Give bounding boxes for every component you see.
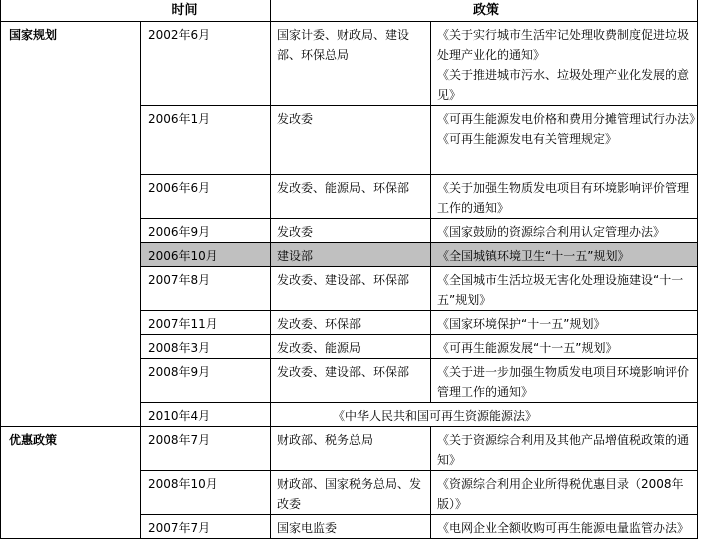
- column-header-time: 时间: [1, 0, 271, 22]
- time-cell: 2008年10月: [141, 471, 271, 515]
- policy-title: 《关于进一步加强生物质发电项目环境影响评价管理工作的通知》: [437, 365, 690, 399]
- time-cell: 2010年4月: [141, 403, 271, 427]
- time-cell: 2006年6月: [141, 175, 271, 219]
- policy-title: 《国家环境保护“十一五”规划》: [437, 317, 606, 331]
- agency-cell: 发改委、建设部、环保部: [271, 267, 431, 311]
- policy-cell: [431, 175, 698, 219]
- agency-cell: 发改委、建设部、环保部: [271, 359, 431, 403]
- agency-cell: 建设部: [271, 243, 431, 267]
- policy-title: 《全国城市生活垃圾无害化处理设施建设“十一五”规划》: [437, 273, 684, 307]
- policy-cell: [431, 427, 698, 471]
- time-cell: 2007年8月: [141, 267, 271, 311]
- agency-cell: 发改委、能源局: [271, 335, 431, 359]
- policy-title: 《可再生能源发电有关管理规定》: [437, 132, 618, 146]
- column-header-policy: 政策: [271, 0, 698, 22]
- agency-cell: 财政部、税务总局: [271, 427, 431, 471]
- time-cell: 2002年6月: [141, 22, 271, 106]
- policy-title: 《关于资源综合利用及其他产品增值税政策的通知》: [437, 433, 690, 467]
- time-cell: 2006年10月: [141, 243, 271, 267]
- time-cell: 2008年3月: [141, 335, 271, 359]
- policy-title: 《关于推进城市污水、垃圾处理产业化发展的意见》: [437, 68, 690, 102]
- header-row: [1, 0, 698, 22]
- policy-cell: [431, 22, 698, 106]
- policy-title: 《关于实行城市生活牢记处理收费制度促进垃圾处理产业化的通知》: [437, 28, 690, 62]
- policy-cell: [431, 219, 698, 243]
- policy-cell: [431, 515, 698, 539]
- policy-cell: [431, 106, 701, 175]
- policy-cell: [431, 243, 698, 267]
- policy-cell: [431, 471, 698, 515]
- policy-title: 《全国城镇环境卫生“十一五”规划》: [437, 249, 630, 263]
- time-cell: 2008年9月: [141, 359, 271, 403]
- agency-cell: 发改委: [271, 106, 431, 175]
- time-cell: 2007年7月: [141, 515, 271, 539]
- policy-title: 《可再生能源发电价格和费用分摊管理试行办法》: [437, 112, 701, 126]
- time-cell: 2006年9月: [141, 219, 271, 243]
- agency-cell: 财政部、国家税务总局、发改委: [271, 471, 431, 515]
- agency-cell: 发改委、环保部: [271, 311, 431, 335]
- policy-cell: [431, 359, 698, 403]
- policy-cell: [431, 311, 698, 335]
- agency-cell: 发改委、能源局、环保部: [271, 175, 431, 219]
- policy-title: 《可再生能源发展“十一五”规划》: [437, 341, 618, 355]
- agency-cell: 国家计委、财政局、建设部、环保总局: [271, 22, 431, 106]
- policy-title: 《中华人民共和国可再生资源能源法》: [333, 409, 538, 423]
- policy-title: 《国家鼓励的资源综合利用认定管理办法》: [437, 225, 666, 239]
- agency-cell: 国家电监委: [271, 515, 431, 539]
- time-cell: 2007年11月: [141, 311, 271, 335]
- policy-title: 《电网企业全额收购可再生能源电量监管办法》: [437, 521, 690, 535]
- policy-title: 《关于加强生物质发电项目有环境影响评价管理工作的通知》: [437, 181, 690, 215]
- time-cell: 2006年1月: [141, 106, 271, 175]
- policy-cell: [431, 267, 698, 311]
- agency-cell: 发改委: [271, 219, 431, 243]
- section-label: 国家规划: [1, 22, 141, 427]
- merged-policy-cell: [271, 403, 698, 427]
- table-row: [1, 427, 698, 471]
- policy-cell: [431, 335, 698, 359]
- section-label: 优惠政策: [1, 427, 141, 539]
- policy-title: 《资源综合利用企业所得税优惠目录（2008年版）》: [437, 477, 684, 511]
- table-row: [1, 22, 698, 106]
- time-cell: 2008年7月: [141, 427, 271, 471]
